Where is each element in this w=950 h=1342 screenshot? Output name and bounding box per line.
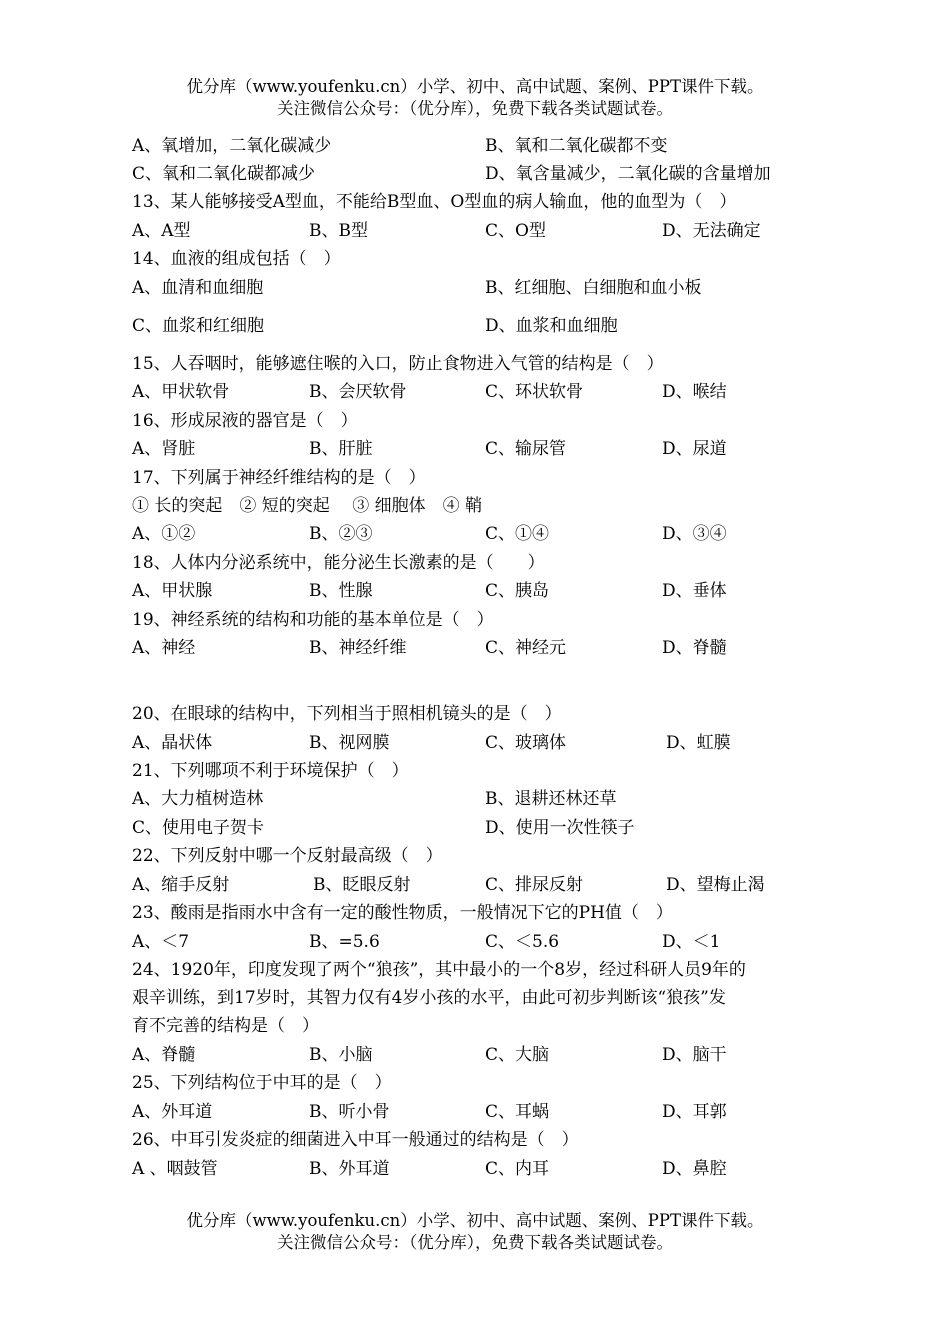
answer-option: C、O型 <box>485 221 546 241</box>
answer-option: C、血浆和红细胞 <box>132 316 265 336</box>
answer-option: D、无法确定 <box>662 221 761 241</box>
answer-option: B、退耕还林还草 <box>485 789 617 809</box>
question-text: 15、人吞咽时，能够遮住喉的入口，防止食物进入气管的结构是（ ） <box>132 354 664 374</box>
answer-option: A 、咽鼓管 <box>132 1159 218 1179</box>
question-text: 23、酸雨是指雨水中含有一定的酸性物质，一般情况下它的PH值（ ） <box>132 903 673 923</box>
answer-option: C、环状软骨 <box>485 382 584 402</box>
answer-option: C、＜5.6 <box>485 932 560 952</box>
question-text: 20、在眼球的结构中，下列相当于照相机镜头的是（ ） <box>132 704 562 724</box>
question-text: 育不完善的结构是（ ） <box>132 1016 319 1036</box>
question-text: 22、下列反射中哪一个反射最高级（ ） <box>132 846 443 866</box>
page-footer <box>0 1210 950 1254</box>
question-text: 25、下列结构位于中耳的是（ ） <box>132 1073 392 1093</box>
answer-option: A、甲状腺 <box>132 581 213 601</box>
answer-option: A、＜7 <box>132 932 190 952</box>
answer-option: B、②③ <box>309 524 373 544</box>
question-text: 18、人体内分泌系统中，能分泌生长激素的是（ ） <box>132 553 545 573</box>
answer-option: B、视网膜 <box>309 733 390 753</box>
answer-option: A、血清和血细胞 <box>132 278 264 298</box>
question-text: 13、某人能够接受A型血，不能给B型血、O型血的病人输血，他的血型为（ ） <box>132 192 737 212</box>
answer-option: A、①② <box>132 524 196 544</box>
answer-option: B、听小骨 <box>309 1102 390 1122</box>
question-text: 26、中耳引发炎症的细菌进入中耳一般通过的结构是（ ） <box>132 1130 579 1150</box>
question-text: 14、血液的组成包括（ ） <box>132 249 341 269</box>
question-text: 19、神经系统的结构和功能的基本单位是（ ） <box>132 610 494 630</box>
answer-option: C、胰岛 <box>485 581 550 601</box>
answer-option: D、氧含量减少，二氧化碳的含量增加 <box>485 164 771 184</box>
answer-option: B、B型 <box>309 221 368 241</box>
answer-option: C、输尿管 <box>485 439 567 459</box>
answer-option: B、肝脏 <box>309 439 373 459</box>
question-text: 24、1920年，印度发现了两个“狼孩”，其中最小的一个8岁，经过科研人员9年的 <box>132 960 746 980</box>
answer-option: B、外耳道 <box>309 1159 390 1179</box>
answer-option: D、鼻腔 <box>662 1159 727 1179</box>
answer-option: D、③④ <box>662 524 727 544</box>
answer-option: A、大力植树造林 <box>132 789 264 809</box>
answer-option: D、＜1 <box>662 932 721 952</box>
answer-option: D、使用一次性筷子 <box>485 818 635 838</box>
answer-option: A、甲状软骨 <box>132 382 230 402</box>
answer-option: A、神经 <box>132 638 196 658</box>
answer-option: B、小脑 <box>309 1045 373 1065</box>
question-text: 21、下列哪项不利于环境保护（ ） <box>132 761 409 781</box>
answer-option: A、缩手反射 <box>132 875 230 895</box>
answer-option: B、红细胞、白细胞和血小板 <box>485 278 702 298</box>
answer-option: D、脊髓 <box>662 638 727 658</box>
answer-option: D、垂体 <box>662 581 727 601</box>
answer-option: D、血浆和血细胞 <box>485 316 618 336</box>
answer-option: C、①④ <box>485 524 550 544</box>
answer-option: D、喉结 <box>662 382 727 402</box>
answer-option: C、神经元 <box>485 638 567 658</box>
header-line-1: 优分库（www.youfenku.cn）小学、初中、高中试题、案例、PPT课件下载。 <box>186 77 764 96</box>
answer-option: D、虹膜 <box>666 733 731 753</box>
question-text: 16、形成尿液的器官是（ ） <box>132 411 358 431</box>
answer-option: C、排尿反射 <box>485 875 584 895</box>
question-text: 艰辛训练，到17岁时，其智力仅有4岁小孩的水平，由此可初步判断该“狼孩”发 <box>132 988 726 1008</box>
answer-option: C、氧和二氧化碳都减少 <box>132 164 316 184</box>
answer-option: B、眨眼反射 <box>313 875 411 895</box>
page-header <box>0 76 950 120</box>
answer-option: B、会厌软骨 <box>309 382 407 402</box>
answer-option: D、尿道 <box>662 439 727 459</box>
answer-option: A、外耳道 <box>132 1102 213 1122</box>
footer-line-1: 优分库（www.youfenku.cn）小学、初中、高中试题、案例、PPT课件下载。 <box>186 1211 764 1230</box>
answer-option: B、=5.6 <box>309 932 380 952</box>
answer-option: A、氧增加，二氧化碳减少 <box>132 136 332 156</box>
answer-option: B、神经纤维 <box>309 638 407 658</box>
answer-option: B、性腺 <box>309 581 373 601</box>
answer-option: A、肾脏 <box>132 439 196 459</box>
answer-option: A、晶状体 <box>132 733 213 753</box>
answer-option: D、望梅止渴 <box>666 875 765 895</box>
answer-option: A、A型 <box>132 221 191 241</box>
answer-option: C、内耳 <box>485 1159 550 1179</box>
answer-option: C、耳蜗 <box>485 1102 550 1122</box>
answer-option: D、耳郭 <box>662 1102 727 1122</box>
answer-option: C、使用电子贺卡 <box>132 818 265 838</box>
answer-option: D、脑干 <box>662 1045 727 1065</box>
question-text: 17、下列属于神经纤维结构的是（ ） <box>132 468 426 488</box>
footer-line-2: 关注微信公众号：（优分库），免费下载各类试题试卷。 <box>277 1233 673 1252</box>
answer-option: B、氧和二氧化碳都不变 <box>485 136 668 156</box>
header-line-2: 关注微信公众号：（优分库），免费下载各类试题试卷。 <box>277 99 673 118</box>
answer-option: A、脊髓 <box>132 1045 196 1065</box>
answer-option: C、大脑 <box>485 1045 550 1065</box>
question-text: ① 长的突起 ② 短的突起 ③ 细胞体 ④ 鞘 <box>132 496 483 516</box>
answer-option: C、玻璃体 <box>485 733 567 753</box>
